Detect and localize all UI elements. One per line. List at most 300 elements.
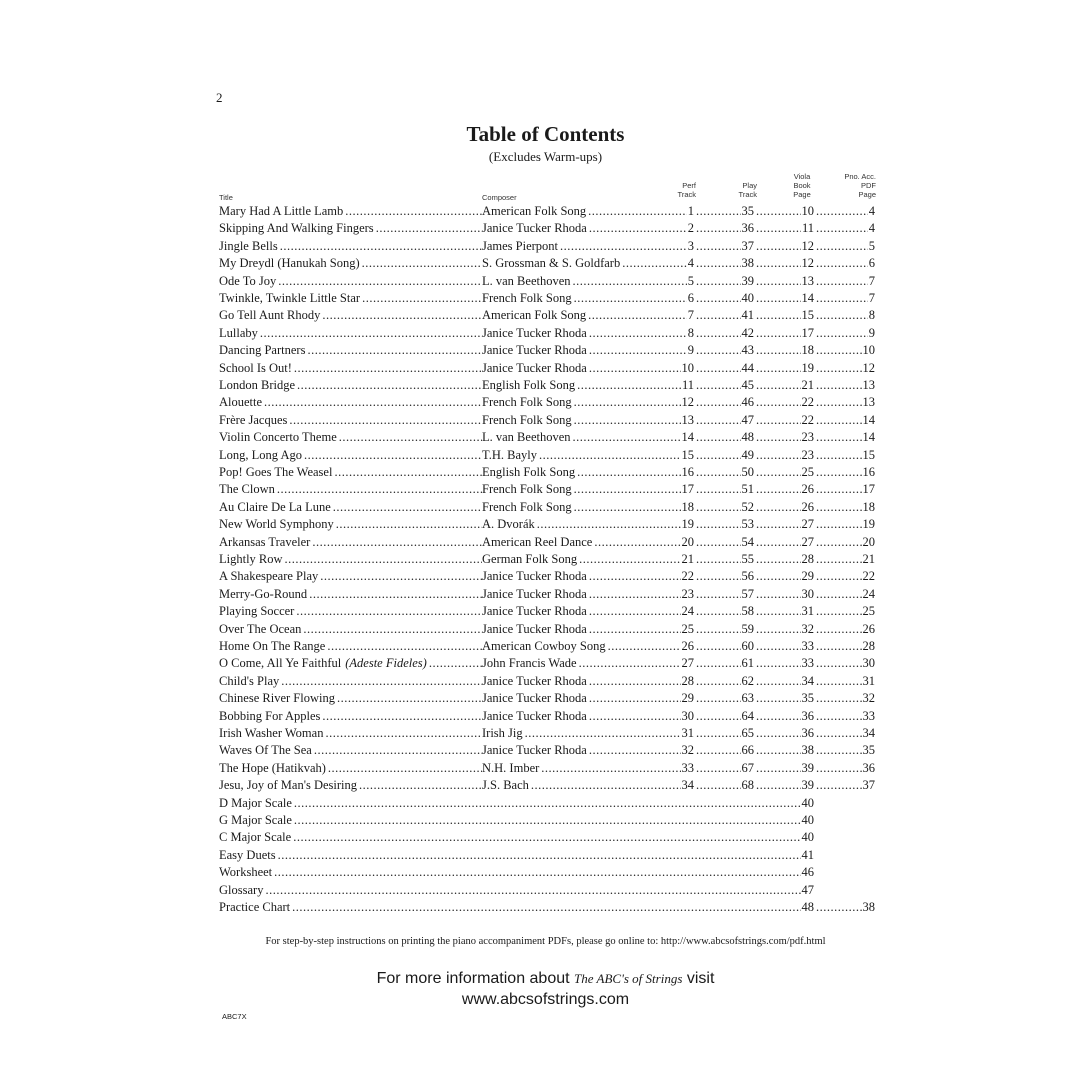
dot-leader (539, 447, 681, 464)
dot-leader (589, 673, 681, 690)
dot-leader (816, 742, 862, 759)
dot-leader (525, 725, 681, 742)
pdf-page-number: 33 (862, 708, 875, 723)
play-track-number: 61 (741, 656, 754, 671)
book-page-number: 26 (801, 482, 814, 497)
composer-name: English Folk Song (482, 378, 576, 392)
perf-track-number: 20 (681, 534, 694, 549)
dot-leader (816, 307, 868, 324)
play-track-number: 65 (741, 726, 754, 740)
dot-leader (696, 429, 741, 446)
perf-track-number: 17 (681, 482, 694, 497)
pdf-page-number: 17 (862, 482, 875, 497)
dot-leader (696, 394, 741, 411)
composer-name: American Folk Song (482, 204, 587, 218)
perf-track-number: 24 (681, 604, 694, 619)
dot-leader (280, 238, 482, 255)
pdf-page-number: 15 (862, 447, 875, 462)
composer-name: Janice Tucker Rhoda (482, 743, 587, 758)
toc-row (219, 621, 879, 638)
play-track-number: 59 (741, 621, 754, 636)
dot-leader (756, 273, 801, 290)
dot-leader (816, 481, 862, 498)
dot-leader (816, 690, 862, 707)
dot-leader (816, 708, 862, 725)
dot-leader (264, 394, 482, 411)
pdf-page-number: 22 (862, 569, 875, 584)
perf-track-number: 2 (687, 221, 694, 236)
dot-leader (589, 325, 687, 342)
song-title: Jingle Bells (219, 238, 278, 253)
play-track-number: 56 (741, 569, 754, 584)
toc-row (219, 690, 879, 707)
pdf-page-number: 21 (862, 552, 875, 566)
dot-leader (696, 307, 741, 324)
dot-leader (816, 290, 868, 307)
pdf-page-number: 37 (862, 778, 875, 793)
dot-leader (696, 586, 741, 603)
dot-leader (574, 394, 681, 411)
dot-leader (265, 882, 800, 899)
song-title: A Shakespeare Play (219, 569, 319, 584)
composer-name: Irish Jig (482, 726, 523, 740)
dot-leader (297, 377, 482, 394)
section-title: C Major Scale (219, 830, 292, 845)
song-title: My Dreydl (Hanukah Song) (219, 256, 360, 271)
play-track-number: 46 (741, 395, 754, 410)
page-title: Table of Contents (466, 122, 625, 146)
dot-leader (756, 725, 801, 742)
dot-leader (574, 412, 681, 429)
toc-row (219, 255, 879, 272)
book-page-number: 12 (801, 238, 814, 253)
composer-name: L. van Beethoven (482, 430, 571, 445)
book-page-number: 25 (801, 465, 814, 479)
dot-leader (589, 690, 681, 707)
play-track-number: 66 (741, 743, 754, 758)
dot-leader (294, 360, 482, 377)
dot-leader (816, 551, 862, 568)
song-title: Lightly Row (219, 552, 283, 566)
play-track-number: 48 (741, 430, 754, 445)
book-page-number: 22 (801, 412, 814, 427)
dot-leader (696, 708, 741, 725)
perf-track-number: 32 (681, 743, 694, 758)
dot-leader (756, 777, 801, 794)
perf-track-number: 9 (687, 343, 694, 358)
dot-leader (756, 464, 801, 481)
perf-track-number: 7 (687, 308, 694, 323)
dot-leader (816, 638, 862, 655)
book-page-number: 15 (801, 308, 814, 323)
dot-leader (696, 325, 741, 342)
pdf-page-number: 16 (862, 465, 875, 479)
toc-row (219, 673, 879, 690)
song-title: School Is Out! (219, 360, 292, 375)
perf-track-number: 15 (681, 447, 694, 462)
pdf-page-number: 25 (862, 604, 875, 619)
dot-leader (696, 725, 741, 742)
song-title: Long, Long Ago (219, 447, 302, 462)
dot-leader (696, 290, 741, 307)
info-suffix: visit (682, 970, 715, 987)
dot-leader (622, 255, 687, 272)
dot-leader (816, 499, 862, 516)
column-header-perf-track: Perf Track (677, 181, 696, 199)
dot-leader (294, 795, 801, 812)
dot-leader (307, 342, 482, 359)
dot-leader (541, 760, 680, 777)
composer-name: James Pierpont (482, 238, 559, 253)
dot-leader (756, 760, 801, 777)
book-page-number: 40 (801, 813, 814, 827)
pdf-page-number: 5 (868, 238, 875, 253)
dot-leader (756, 290, 801, 307)
dot-leader (756, 708, 801, 725)
song-title: Alouette (219, 395, 263, 410)
column-header-play-track: Play Track (738, 181, 757, 199)
toc-row (219, 551, 879, 568)
composer-name: French Folk Song (482, 412, 572, 427)
book-page-number: 35 (801, 691, 814, 706)
dot-leader (696, 238, 741, 255)
dot-leader (314, 742, 482, 759)
play-track-number: 60 (741, 639, 754, 653)
toc-row (219, 603, 879, 620)
book-page-number: 17 (801, 325, 814, 340)
composer-name: French Folk Song (482, 291, 572, 305)
perf-track-number: 30 (681, 708, 694, 723)
song-title: Playing Soccer (219, 604, 295, 619)
footer-note: For step-by-step instructions on printing the piano accompaniment PDFs, please go online to: http://www.abcsofstrings.com/pdf.html (265, 936, 826, 947)
dot-leader (696, 621, 741, 638)
song-title: The Clown (219, 482, 275, 497)
perf-track-number: 22 (681, 569, 694, 584)
perf-track-number: 33 (681, 760, 694, 775)
song-title: Chinese River Flowing (219, 691, 335, 706)
composer-name: J.S. Bach (482, 778, 529, 793)
dot-leader (756, 603, 801, 620)
dot-leader (293, 829, 800, 846)
dot-leader (588, 203, 687, 220)
toc-row (219, 534, 879, 551)
composer-name: Janice Tucker Rhoda (482, 360, 587, 375)
dot-leader (589, 568, 681, 585)
dot-leader (756, 586, 801, 603)
song-title: Irish Washer Woman (219, 726, 324, 740)
book-page-number: 40 (801, 795, 814, 810)
book-page-number: 29 (801, 569, 814, 584)
pdf-page-number: 36 (862, 760, 875, 775)
book-page-number: 18 (801, 343, 814, 358)
toc-row (219, 412, 879, 429)
song-title: Mary Had A Little Lamb (219, 204, 344, 218)
dot-leader (277, 481, 482, 498)
dot-leader (574, 481, 681, 498)
dot-leader (756, 342, 801, 359)
toc-row-extra (219, 864, 879, 881)
song-title: Frère Jacques (219, 412, 288, 427)
play-track-number: 35 (741, 204, 754, 218)
book-page-number: 11 (801, 221, 814, 236)
pdf-page-number: 7 (868, 291, 875, 305)
dot-leader (816, 673, 862, 690)
dot-leader (325, 725, 482, 742)
perf-track-number: 10 (681, 360, 694, 375)
dot-leader (816, 760, 862, 777)
dot-leader (756, 429, 801, 446)
dot-leader (816, 377, 862, 394)
dot-leader (362, 290, 482, 307)
pdf-page-number: 4 (868, 221, 875, 236)
play-track-number: 44 (741, 360, 754, 375)
dot-leader (696, 690, 741, 707)
dot-leader (696, 377, 741, 394)
pdf-page-number: 35 (862, 743, 875, 758)
toc-row (219, 394, 879, 411)
dot-leader (816, 273, 868, 290)
book-page-number: 33 (801, 639, 814, 653)
dot-leader (333, 499, 482, 516)
pdf-page-number: 6 (868, 256, 875, 271)
dot-leader (327, 638, 482, 655)
dot-leader (577, 464, 680, 481)
dot-leader (336, 516, 482, 533)
pdf-page-number: 20 (862, 534, 875, 549)
play-track-number: 64 (741, 708, 754, 723)
play-track-number: 36 (741, 221, 754, 236)
book-page-number: 32 (801, 621, 814, 636)
pdf-page-number: 28 (862, 639, 875, 653)
dot-leader (588, 307, 687, 324)
dot-leader (334, 464, 482, 481)
dot-leader (303, 621, 482, 638)
dot-leader (696, 638, 741, 655)
pdf-page-number: 7 (868, 273, 875, 288)
perf-track-number: 26 (681, 639, 694, 653)
toc-row (219, 742, 879, 759)
book-page-number: 46 (801, 865, 814, 880)
dot-leader (359, 777, 482, 794)
dot-leader (696, 742, 741, 759)
dot-leader (278, 273, 482, 290)
play-track-number: 51 (741, 482, 754, 497)
composer-name: Janice Tucker Rhoda (482, 325, 587, 340)
book-page-number: 41 (801, 847, 814, 862)
toc-row (219, 655, 879, 672)
pdf-page-number: 14 (862, 412, 875, 427)
composer-name: Janice Tucker Rhoda (482, 343, 587, 358)
dot-leader (577, 377, 681, 394)
perf-track-number: 1 (687, 204, 694, 218)
composer-name: Janice Tucker Rhoda (482, 604, 587, 619)
play-track-number: 39 (741, 273, 754, 288)
pdf-page-number: 10 (862, 343, 875, 358)
dot-leader (756, 220, 801, 237)
column-header-title: Title (219, 193, 233, 202)
dot-leader (816, 899, 862, 916)
dot-leader (756, 621, 801, 638)
perf-track-number: 4 (687, 256, 694, 271)
toc-row-extra (219, 829, 879, 846)
dot-leader (376, 220, 482, 237)
perf-track-number: 25 (681, 621, 694, 636)
pdf-page-number: 8 (868, 308, 875, 323)
perf-track-number: 12 (681, 395, 694, 410)
dot-leader (696, 516, 741, 533)
pdf-page-number: 31 (862, 673, 875, 688)
dot-leader (589, 742, 681, 759)
play-track-number: 55 (741, 552, 754, 566)
song-title: Violin Concerto Theme (219, 430, 337, 445)
play-track-number: 54 (741, 534, 754, 549)
section-title: Practice Chart (219, 900, 291, 914)
pdf-page-number: 13 (862, 395, 875, 410)
composer-name: French Folk Song (482, 499, 572, 514)
book-page-number: 27 (801, 534, 814, 549)
dot-leader (816, 238, 868, 255)
pdf-page-number: 13 (862, 378, 875, 392)
dot-leader (696, 447, 741, 464)
website-text: www.abcsofstrings.com (461, 991, 630, 1008)
song-title: Over The Ocean (219, 621, 302, 636)
book-page-number: 40 (801, 830, 814, 845)
composer-name: Janice Tucker Rhoda (482, 673, 587, 688)
dot-leader (339, 429, 482, 446)
column-header-viola-book-page: Viola Book Page (793, 172, 811, 199)
toc-row (219, 238, 879, 255)
toc-row (219, 377, 879, 394)
pdf-page-number: 9 (868, 325, 875, 340)
book-page-number: 34 (801, 673, 814, 688)
dot-leader (304, 447, 482, 464)
toc-row (219, 499, 879, 516)
toc-row (219, 464, 879, 481)
book-page-number: 13 (801, 273, 814, 288)
play-track-number: 40 (741, 291, 754, 305)
play-track-number: 50 (741, 465, 754, 479)
toc-row (219, 273, 879, 290)
book-page-number: 28 (801, 552, 814, 566)
composer-name: French Folk Song (482, 482, 572, 497)
info-line (0, 970, 1091, 988)
dot-leader (696, 481, 741, 498)
perf-track-number: 23 (681, 586, 694, 601)
dot-leader (573, 273, 687, 290)
book-page-number: 36 (801, 708, 814, 723)
perf-track-number: 8 (687, 325, 694, 340)
dot-leader (579, 655, 681, 672)
toc-row (219, 325, 879, 342)
dot-leader (696, 568, 741, 585)
dot-leader (574, 499, 681, 516)
toc-row (219, 342, 879, 359)
composer-name: Janice Tucker Rhoda (482, 708, 587, 723)
toc-row (219, 447, 879, 464)
dot-leader (345, 203, 482, 220)
dot-leader (589, 621, 681, 638)
perf-track-number: 28 (681, 673, 694, 688)
perf-track-number: 21 (681, 552, 694, 566)
composer-name: American Folk Song (482, 308, 587, 323)
toc-row (219, 481, 879, 498)
toc-row-extra (219, 882, 879, 899)
perf-track-number: 34 (681, 778, 694, 793)
composer-name: N.H. Imber (482, 760, 540, 775)
composer-name: English Folk Song (482, 465, 576, 479)
song-title: London Bridge (219, 378, 296, 392)
book-page-number: 30 (801, 586, 814, 601)
play-track-number: 53 (741, 517, 754, 532)
book-page-number: 26 (801, 499, 814, 514)
play-track-number: 63 (741, 691, 754, 706)
song-title: Merry-Go-Round (219, 586, 308, 601)
perf-track-number: 5 (687, 273, 694, 288)
dot-leader (816, 464, 862, 481)
song-title: New World Symphony (219, 517, 334, 532)
book-page-number: 12 (801, 256, 814, 271)
dot-leader (696, 499, 741, 516)
dot-leader (589, 342, 687, 359)
dot-leader (816, 360, 862, 377)
book-page-number: 31 (801, 604, 814, 619)
pdf-page-number: 14 (862, 430, 875, 445)
song-title: Pop! Goes The Weasel (219, 465, 333, 479)
brand-logo: The ABC's of Strings (574, 971, 683, 986)
pdf-page-number: 32 (862, 691, 875, 706)
book-page-number: 39 (801, 760, 814, 775)
dot-leader (696, 551, 741, 568)
perf-track-number: 18 (681, 499, 694, 514)
perf-track-number: 29 (681, 691, 694, 706)
song-title: Home On The Range (219, 639, 326, 653)
toc-row-extra (219, 812, 879, 829)
toc-row (219, 220, 879, 237)
play-track-number: 38 (741, 256, 754, 271)
dot-leader (816, 447, 862, 464)
toc-row (219, 638, 879, 655)
play-track-number: 57 (741, 586, 754, 601)
dot-leader (589, 586, 681, 603)
dot-leader (696, 673, 741, 690)
dot-leader (756, 742, 801, 759)
toc-row-extra (219, 899, 879, 916)
song-title: Ode To Joy (219, 273, 277, 288)
dot-leader (756, 447, 801, 464)
column-header-composer: Composer (482, 193, 517, 202)
pdf-page-number: 24 (862, 586, 875, 601)
perf-track-number: 13 (681, 412, 694, 427)
play-track-number: 67 (741, 760, 754, 775)
book-page-number: 23 (801, 430, 814, 445)
song-title: Lullaby (219, 325, 258, 340)
dot-leader (574, 290, 687, 307)
dot-leader (816, 534, 862, 551)
dot-leader (756, 481, 801, 498)
dot-leader (816, 342, 862, 359)
toc-row (219, 290, 879, 307)
pdf-page-number: 4 (868, 204, 875, 218)
book-page-number: 39 (801, 778, 814, 793)
dot-leader (337, 690, 482, 707)
dot-leader (531, 777, 681, 794)
dot-leader (816, 725, 862, 742)
dot-leader (594, 534, 680, 551)
dot-leader (756, 638, 801, 655)
dot-leader (756, 690, 801, 707)
song-title: Dancing Partners (219, 343, 306, 358)
song-title: Skipping And Walking Fingers (219, 221, 374, 236)
